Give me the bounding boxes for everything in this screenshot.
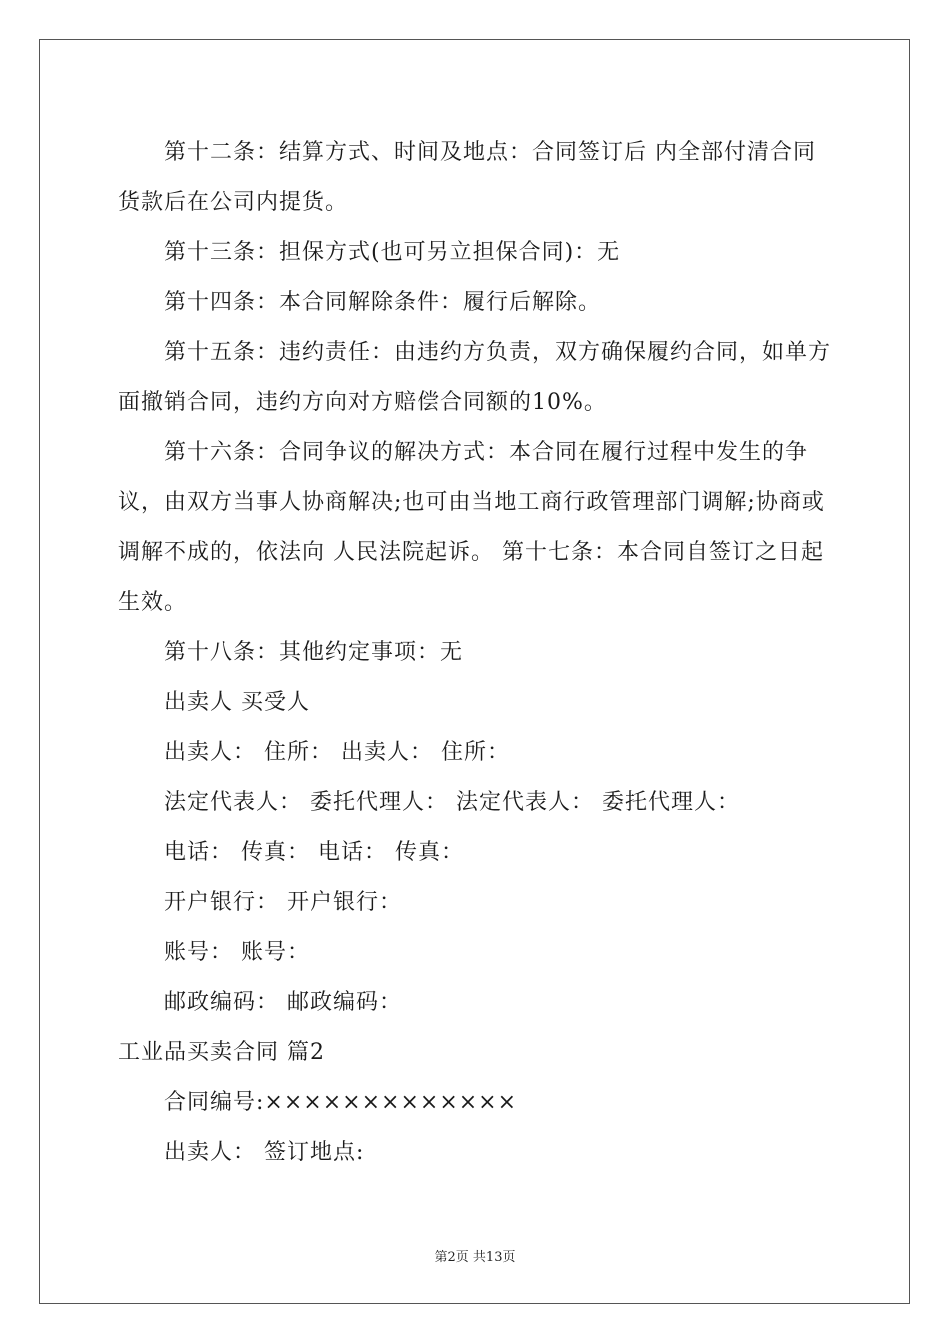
bank-line: 开户银行： 开户银行： [164, 890, 402, 915]
representative-line: 法定代表人： 委托代理人： 法定代表人： 委托代理人： [164, 790, 740, 815]
clause-15: 第十五条：违约责任：由违约方负责，双方确保履约合同，如单方面撤销合同，违约方向对方赔偿合同额的10%。 [118, 340, 832, 415]
postcode-line: 邮政编码： 邮政编码： [164, 990, 402, 1015]
clause-12: 第十二条：结算方式、时间及地点：合同签订后 内全部付清合同货款后在公司内提货。 [118, 140, 816, 215]
parties-header: 出卖人 买受人 [164, 690, 310, 715]
account-line: 账号： 账号： [164, 940, 310, 965]
clause-16-17: 第十六条：合同争议的解决方式：本合同在履行过程中发生的争议，由双方当事人协商解决;也可由当地工商行政管理部门调解;协商或调解不成的，依法向 人民法院起诉。 第十七条：本合同自签订之日起生效。 [118, 440, 825, 615]
clause-13: 第十三条：担保方式(也可另立担保合同)：无 [164, 240, 621, 265]
clause-14: 第十四条：本合同解除条件：履行后解除。 [164, 290, 602, 315]
document-body [118, 128, 834, 1178]
section-heading: 工业品买卖合同 篇2 [118, 1040, 325, 1065]
phone-fax-line: 电话： 传真： 电话： 传真： [164, 840, 464, 865]
clause-18: 第十八条：其他约定事项：无 [164, 640, 464, 665]
party-address-line: 出卖人： 住所： 出卖人： 住所： [164, 740, 510, 765]
seller-location-line: 出卖人： 签订地点: [164, 1140, 365, 1165]
page-number-footer: 第2页 共13页 [434, 1250, 516, 1265]
contract-number-line: 合同编号:××××××××××××× [164, 1090, 518, 1115]
